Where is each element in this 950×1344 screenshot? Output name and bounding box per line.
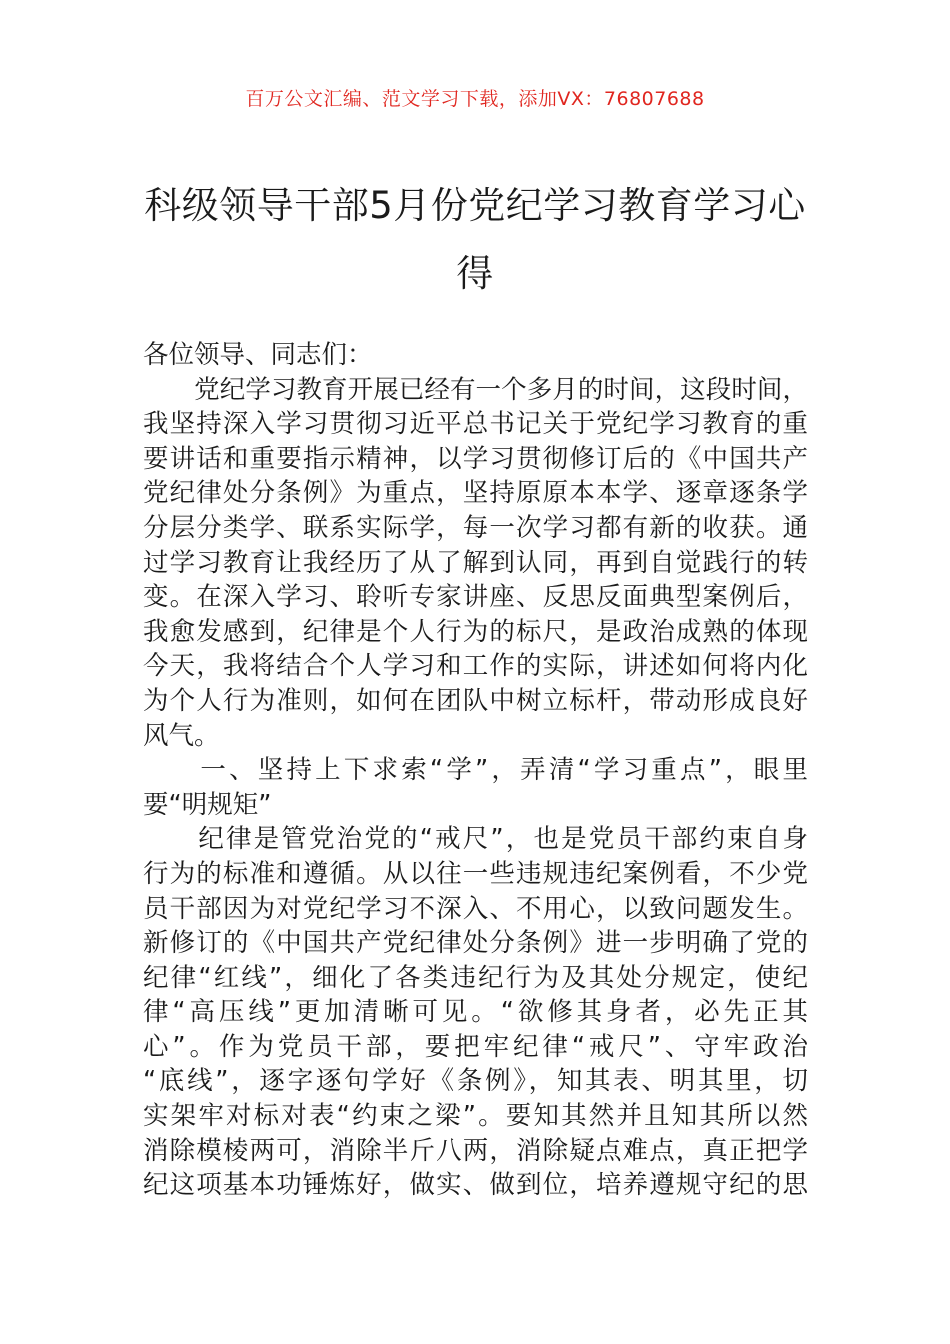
body-line: 纪律“红线”，细化了各类违纪行为及其处分规定，使纪 bbox=[143, 962, 808, 993]
body-line: 消除模棱两可，消除半斤八两，消除疑点难点，真正把学 bbox=[143, 1135, 808, 1166]
body-line: 律“高压线”更加清晰可见。“欲修其身者，必先正其 bbox=[143, 997, 808, 1028]
body-line: 员干部因为对党纪学习不深入、不用心，以致问题发生。 bbox=[143, 893, 808, 924]
body-line: 新修订的《中国共产党纪律处分条例》进一步明确了党的 bbox=[143, 928, 808, 959]
document-title bbox=[140, 172, 810, 308]
body-line: 变。在深入学习、聆听专家讲座、反思反面典型案例后， bbox=[143, 582, 808, 613]
body-line: 要“明规矩” bbox=[143, 789, 272, 820]
body-line: 今天，我将结合个人学习和工作的实际，讲述如何将内化 bbox=[143, 651, 808, 682]
title-line-1: 科级领导干部5月份党纪学习教育学习心 bbox=[144, 184, 806, 227]
body-line: 为个人行为准则，如何在团队中树立标杆，带动形成良好 bbox=[143, 685, 808, 716]
body-line: 党纪律处分条例》为重点，坚持原原本本学、逐章逐条学 bbox=[143, 478, 808, 509]
body-line: 过学习教育让我经历了从了解到认同，再到自觉践行的转 bbox=[143, 547, 808, 578]
body-line: 要讲话和重要指示精神，以学习贯彻修订后的《中国共产 bbox=[143, 443, 808, 474]
body-line: 实架牢对标对表“约束之梁”。要知其然并且知其所以然 bbox=[143, 1101, 808, 1132]
body-line: “底线”，逐字逐句学好《条例》，知其表、明其里，切 bbox=[143, 1066, 808, 1097]
body-line: 我坚持深入学习贯彻习近平总书记关于党纪学习教育的重 bbox=[143, 409, 808, 440]
body-line: 党纪学习教育开展已经有一个多月的时间，这段时间， bbox=[143, 374, 808, 405]
body-line: 一、坚持上下求索“学”，弄清“学习重点”，眼里 bbox=[143, 755, 808, 786]
title-line-2: 得 bbox=[456, 252, 494, 295]
body-line: 行为的标准和遵循。从以往一些违规违纪案例看，不少党 bbox=[143, 858, 808, 889]
download-notice: 百万公文汇编、范文学习下载，添加VX：76807688 bbox=[245, 88, 705, 110]
body-line: 纪律是管党治党的“戒尺”，也是党员干部约束自身 bbox=[143, 824, 808, 855]
body-line: 分层分类学、联系实际学，每一次学习都有新的收获。通 bbox=[143, 512, 808, 543]
body-line: 我愈发感到，纪律是个人行为的标尺，是政治成熟的体现 bbox=[143, 616, 808, 647]
body-line: 纪这项基本功锤炼好，做实、做到位，培养遵规守纪的思 bbox=[143, 1170, 808, 1201]
body-line: 心”。作为党员干部，要把牢纪律“戒尺”、守牢政治 bbox=[143, 1031, 808, 1062]
body-line: 风气。 bbox=[143, 720, 220, 751]
body-line: 各位领导、同志们： bbox=[143, 340, 373, 370]
document-body bbox=[143, 338, 808, 1203]
